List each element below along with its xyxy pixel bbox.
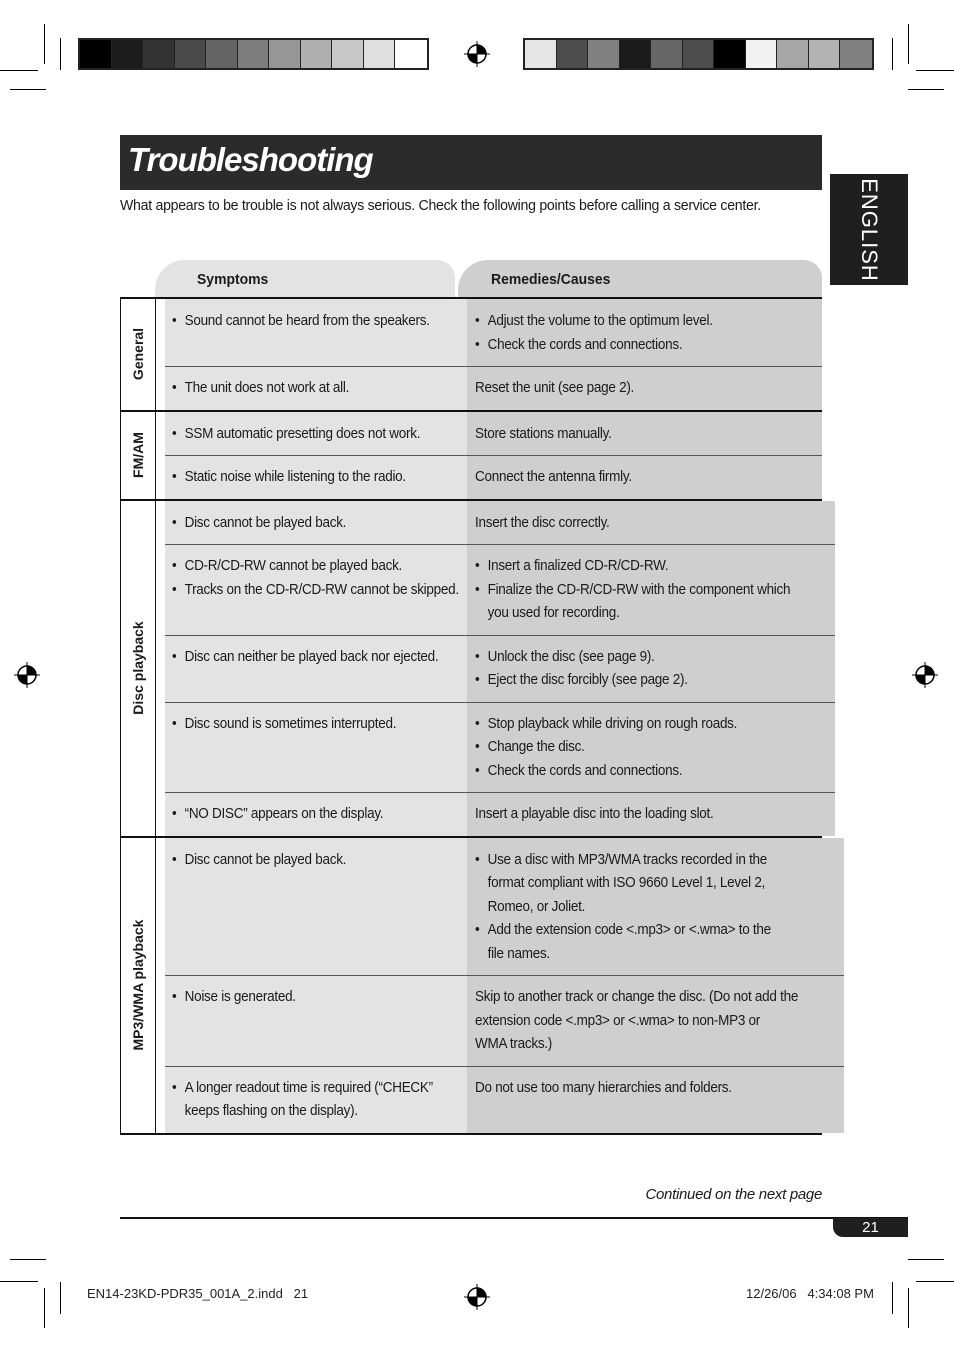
- symptom-cell: [165, 1066, 467, 1133]
- calibration-strip-right: [523, 38, 874, 70]
- cell-line: • Noise is generated.: [172, 985, 438, 1009]
- crop-mark: [10, 1259, 46, 1260]
- symptom-cell: [165, 702, 467, 793]
- cell-line: Reset the unit (see page 2).: [475, 379, 635, 396]
- cell-line: • SSM automatic presetting does not work.: [172, 422, 438, 446]
- symptom-cell: [165, 544, 467, 635]
- language-tab-label: ENGLISH: [857, 177, 882, 282]
- calibration-swatch: [395, 40, 427, 68]
- crop-mark: [908, 1288, 909, 1328]
- calibration-swatch: [620, 40, 652, 68]
- crop-mark: [892, 1282, 893, 1314]
- calibration-swatch: [80, 40, 112, 68]
- crop-mark: [60, 1282, 61, 1314]
- remedy-cell: [467, 501, 835, 545]
- cell-line: • Finalize the CD-R/CD-RW with the component which: [475, 578, 790, 602]
- symptom-cell: [165, 838, 467, 976]
- cell-line: • Adjust the volume to the optimum level.: [475, 309, 778, 333]
- table-row: [156, 702, 835, 793]
- symptom-cell: [165, 299, 467, 366]
- crop-mark: [916, 1281, 954, 1282]
- cell-line: Skip to another track or change the disc. (Do not add the: [475, 988, 799, 1005]
- group-label: MP3/WMA playback: [130, 919, 146, 1051]
- calibration-swatch: [777, 40, 809, 68]
- symptom-cell: [165, 455, 467, 499]
- group-label-cell: [120, 412, 156, 499]
- troubleshooting-table: [120, 297, 822, 1135]
- registration-target-icon: [464, 1284, 490, 1310]
- calibration-swatch: [112, 40, 144, 68]
- table-group: [120, 838, 822, 1135]
- cell-line: Do not use too many hierarchies and folders.: [475, 1078, 732, 1096]
- crop-mark: [0, 1281, 38, 1282]
- table-row: [156, 838, 844, 976]
- registration-target-icon: [14, 662, 40, 688]
- crop-mark: [908, 1259, 944, 1260]
- group-label: FM/AM: [130, 432, 146, 478]
- cell-line: • Check the cords and connections.: [475, 759, 790, 783]
- calibration-swatch: [364, 40, 396, 68]
- cell-line: you used for recording.: [487, 604, 620, 621]
- remedy-cell: [467, 299, 822, 366]
- remedy-cell: [467, 838, 844, 976]
- title-bar: [120, 135, 822, 190]
- cell-line: WMA tracks.): [475, 1035, 553, 1052]
- table-row: [156, 975, 844, 1066]
- table-row: [156, 412, 822, 456]
- table-row: [156, 544, 835, 635]
- calibration-swatch: [332, 40, 364, 68]
- calibration-strip-left: [78, 38, 429, 70]
- calibration-swatch: [809, 40, 841, 68]
- symptoms-header-label: Symptoms: [197, 271, 269, 288]
- calibration-swatch: [746, 40, 778, 68]
- remedy-cell: [467, 635, 835, 702]
- group-label: General: [130, 328, 146, 381]
- cell-line: • Tracks on the CD-R/CD-RW cannot be skipped.: [172, 578, 438, 602]
- calibration-swatch: [301, 40, 333, 68]
- cell-line: • Insert a finalized CD-R/CD-RW.: [475, 554, 790, 578]
- registration-target-icon: [912, 662, 938, 688]
- symptom-cell: [165, 366, 467, 410]
- calibration-swatch: [206, 40, 238, 68]
- page-title: Troubleshooting: [128, 141, 373, 178]
- remedy-cell: [467, 412, 822, 456]
- crop-mark: [60, 38, 61, 70]
- cell-line: • Static noise while listening to the radio.: [172, 465, 438, 489]
- calibration-swatch: [238, 40, 270, 68]
- cell-line: format compliant with ISO 9660 Level 1, Level 2,: [487, 874, 766, 891]
- table-row: [156, 501, 835, 545]
- table-row: [156, 1066, 844, 1133]
- remedy-cell: [467, 792, 835, 836]
- page-number: 21: [833, 1218, 908, 1237]
- table-group: [120, 412, 822, 501]
- cell-line: • Eject the disc forcibly (see page 2).: [475, 668, 790, 692]
- cell-line: • Stop playback while driving on rough roads.: [475, 712, 790, 736]
- crop-mark: [44, 1288, 45, 1328]
- slug-date: 12/26/06 4:34:08 PM: [746, 1286, 874, 1301]
- symptom-cell: [165, 975, 467, 1066]
- cell-line: • Disc can neither be played back nor ejected.: [172, 645, 438, 669]
- cell-line: • A longer readout time is required (“CHECK”: [172, 1076, 438, 1100]
- symptom-cell: [165, 792, 467, 836]
- calibration-swatch: [651, 40, 683, 68]
- remedy-cell: [467, 975, 844, 1066]
- calibration-swatch: [557, 40, 589, 68]
- cell-line: • “NO DISC” appears on the display.: [172, 802, 438, 826]
- cell-line: Connect the antenna firmly.: [475, 468, 632, 485]
- intro-text: What appears to be trouble is not always serious. Check the following points before calling a service center.: [120, 197, 761, 214]
- crop-mark: [892, 38, 893, 70]
- crop-mark: [908, 89, 944, 90]
- remedies-header-label: Remedies/Causes: [491, 271, 611, 288]
- registration-target-icon: [464, 41, 490, 67]
- calibration-swatch: [840, 40, 872, 68]
- cell-line: keeps flashing on the display).: [184, 1102, 358, 1119]
- crop-mark: [908, 24, 909, 64]
- table-row: [156, 635, 835, 702]
- cell-line: • Change the disc.: [475, 735, 790, 759]
- group-label-cell: [120, 501, 156, 836]
- table-row: [156, 792, 835, 836]
- crop-mark: [44, 24, 45, 64]
- table-group: [120, 299, 822, 412]
- crop-mark: [10, 89, 46, 90]
- cell-line: Insert the disc correctly.: [475, 513, 610, 531]
- continued-note: Continued on the next page: [645, 1186, 822, 1203]
- calibration-swatch: [714, 40, 746, 68]
- cell-line: • CD-R/CD-RW cannot be played back.: [172, 554, 438, 578]
- table-group: [120, 501, 822, 838]
- remedy-cell: [467, 1066, 844, 1133]
- group-label-cell: [120, 838, 156, 1133]
- footer-rule: [120, 1217, 908, 1219]
- calibration-swatch: [588, 40, 620, 68]
- crop-mark: [916, 70, 954, 71]
- table-row: [156, 455, 822, 499]
- group-label: Disc playback: [130, 621, 146, 715]
- calibration-swatch: [525, 40, 557, 68]
- remedy-cell: [467, 455, 822, 499]
- language-tab: [830, 174, 908, 285]
- cell-line: • Sound cannot be heard from the speakers.: [172, 309, 438, 333]
- symptom-cell: [165, 501, 467, 545]
- cell-line: • Add the extension code <.mp3> or <.wma> to the: [475, 918, 798, 942]
- cell-line: Store stations manually.: [475, 424, 612, 442]
- remedy-cell: [467, 544, 835, 635]
- cell-line: • Disc cannot be played back.: [172, 511, 438, 535]
- cell-line: Romeo, or Joliet.: [487, 897, 586, 915]
- remedy-cell: [467, 366, 822, 410]
- cell-line: • Disc sound is sometimes interrupted.: [172, 712, 438, 736]
- symptoms-header: [155, 260, 455, 297]
- calibration-swatch: [175, 40, 207, 68]
- cell-line: • Disc cannot be played back.: [172, 848, 438, 872]
- cell-line: • Unlock the disc (see page 9).: [475, 645, 790, 669]
- crop-mark: [0, 70, 38, 71]
- slug-file: EN14-23KD-PDR35_001A_2.indd 21: [87, 1286, 309, 1301]
- symptom-cell: [165, 635, 467, 702]
- cell-line: Insert a playable disc into the loading slot.: [475, 805, 714, 822]
- remedy-cell: [467, 702, 835, 793]
- cell-line: extension code <.mp3> or <.wma> to non-MP3 or: [475, 1011, 761, 1029]
- cell-line: • The unit does not work at all.: [172, 376, 438, 400]
- cell-line: • Check the cords and connections.: [475, 333, 778, 357]
- calibration-swatch: [269, 40, 301, 68]
- symptom-cell: [165, 412, 467, 456]
- cell-line: file names.: [487, 944, 550, 962]
- cell-line: • Use a disc with MP3/WMA tracks recorded in the: [475, 848, 798, 872]
- remedies-header: [458, 260, 822, 297]
- group-label-cell: [120, 299, 156, 410]
- calibration-swatch: [143, 40, 175, 68]
- table-row: [156, 366, 822, 410]
- table-row: [156, 299, 822, 366]
- calibration-swatch: [683, 40, 715, 68]
